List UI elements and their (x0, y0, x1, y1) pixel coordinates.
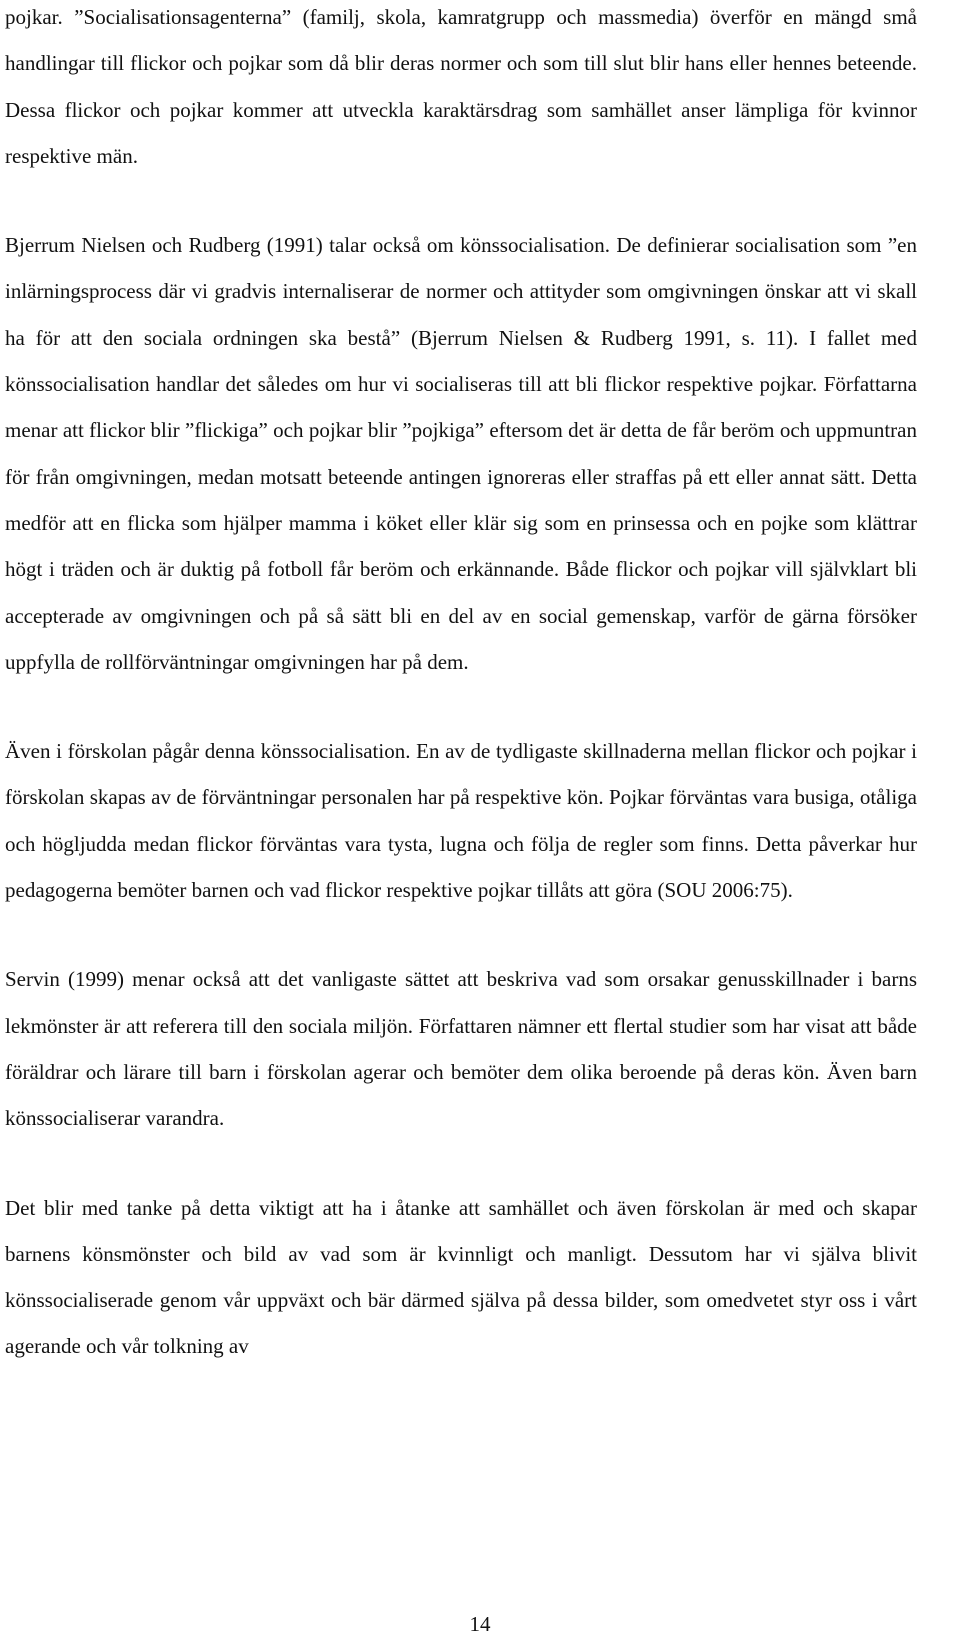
paragraph-3: Även i förskolan pågår denna könssocialisation. En av de tydligaste skillnaderna mellan flickor och pojkar i förskolan skapas av de förväntningar personalen har på respektive kön. Pojkar förväntas vara busiga, otåliga och högljudda medan flickor förväntas vara tysta, lugna och följa de regler som finns. Detta påverkar hur pedagogerna bemöter barnen och vad flickor respektive pojkar tillåts att göra (SOU 2006:75). (5, 739, 917, 903)
body-text (5, 0, 917, 1370)
page-number: 14 (469, 1612, 491, 1636)
paragraph-5: Det blir med tanke på detta viktigt att ha i åtanke att samhället och även förskolan är med och skapar barnens könsmönster och bild av vad som är kvinnligt och manligt. Dessutom har vi själva blivit könssocialiserade genom vår uppväxt och bär därmed själva på dessa bilder, som omedvetet styr oss i vårt agerande och vår tolkning av (5, 1195, 917, 1359)
paragraph-2: Bjerrum Nielsen och Rudberg (1991) talar också om könssocialisation. De definierar socialisation som ”en inlärningsprocess där vi gradvis internaliserar de normer och attityder som omgivningen önskar att vi skall ha för att den sociala ordningen ska bestå” (Bjerrum Nielsen & Rudberg 1991, s. 11). I fallet med könssocialisation handlar det således om hur vi socialiseras till att bli flickor respektive pojkar. Författarna menar att flickor blir ”flickiga” och pojkar blir ”pojkiga” eftersom det är detta de får beröm och uppmuntran för från omgivningen, medan motsatt beteende antingen ignoreras eller straffas på ett eller annat sätt. Detta medför att en flicka som hjälper mamma i köket eller klär sig som en prinsessa och en pojke som klättrar högt i träden och är duktig på fotboll får beröm och erkännande. Både flickor och pojkar vill självklart bli accepterade av omgivningen och på så sätt bli en del av en social gemenskap, varför de gärna försöker uppfylla de rollförväntningar omgivningen har på dem. (5, 233, 917, 674)
paragraph-4: Servin (1999) menar också att det vanligaste sättet att beskriva vad som orsakar genusskillnader i barns lekmönster är att referera till den sociala miljön. Författaren nämner ett flertal studier som har visat att både föräldrar och lärare till barn i förskolan agerar och bemöter dem olika beroende på deras kön. Även barn könssocialiserar varandra. (5, 967, 917, 1131)
paragraph-1: pojkar. ”Socialisationsagenterna” (familj, skola, kamratgrupp och massmedia) överför en mängd små handlingar till flickor och pojkar som då blir deras normer och som till slut blir hans eller hennes beteende. Dessa flickor och pojkar kommer att utveckla karaktärsdrag som samhället anser lämpliga för kvinnor respektive män. (5, 5, 917, 168)
